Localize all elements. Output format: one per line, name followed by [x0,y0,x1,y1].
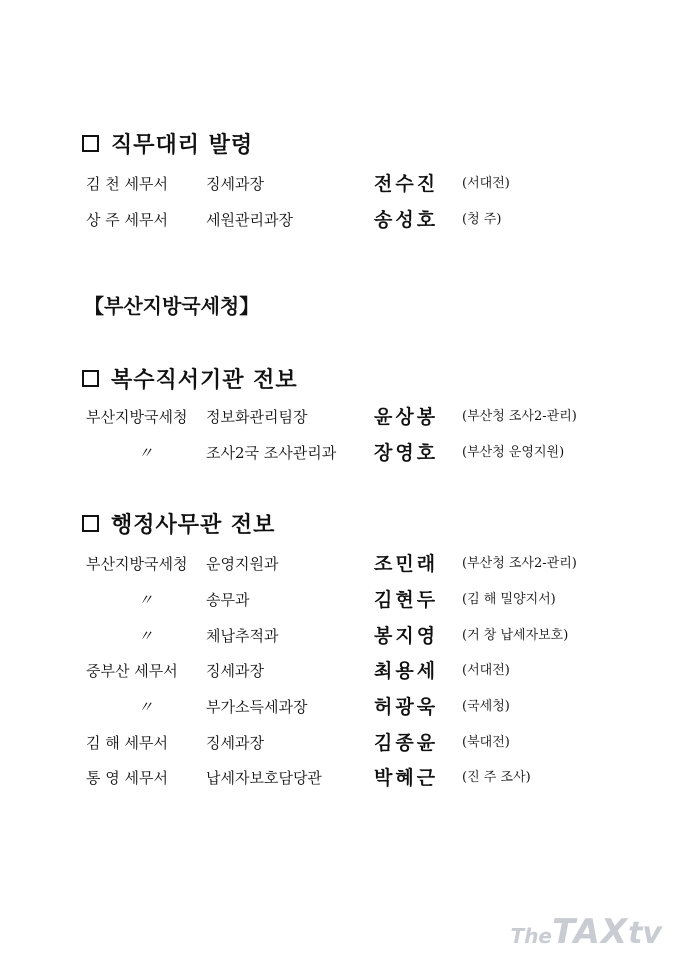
table-row [0,404,680,430]
table-row [0,551,680,577]
previous-post-cell: (북대전) [462,735,510,750]
ditto-mark: 〃 [138,444,154,462]
name-cell: 조민래 [374,553,439,575]
previous-post-cell: (부산청 운영지원) [462,445,565,460]
name-cell: 송성호 [374,209,439,231]
section-title: 행정사무관 전보 [111,512,276,538]
dept-cell: 징세과장 [206,662,264,680]
section-title: 복수직서기관 전보 [111,367,298,393]
table-row [0,623,680,649]
dept-cell: 납세자보호담당관 [206,769,322,787]
office-cell: 부산지방국세청 [86,555,188,573]
table-row [0,207,680,233]
section-title: 직무대리 발령 [111,132,254,158]
name-cell: 김현두 [374,589,439,611]
section-heading-acting-appointment [82,128,253,159]
thetaxtv-watermark-logo [511,912,662,952]
name-cell: 장영호 [374,442,439,464]
name-cell: 전수진 [374,173,439,195]
dept-cell: 부가소득세과장 [206,698,308,716]
watermark-tax: TAX [552,912,629,952]
table-row [0,694,680,720]
previous-post-cell: (국세청) [462,699,510,714]
table-row [0,587,680,613]
section-heading-admin-transfer [82,508,275,539]
dept-cell: 운영지원과 [206,555,279,573]
office-cell: 부산지방국세청 [86,408,188,426]
previous-post-cell: (서대전) [462,663,510,678]
section-heading-senior-transfer [82,363,298,394]
ditto-mark: 〃 [138,627,154,645]
dept-cell: 징세과장 [206,734,264,752]
watermark-tv: tv [628,916,662,951]
previous-post-cell: (부산청 조사2-관리) [462,556,577,571]
table-row [0,658,680,684]
previous-post-cell: (거 창 납세자보호) [462,628,569,643]
dept-cell: 조사2국 조사관리과 [206,444,337,462]
office-cell: 중부산 세무서 [86,662,178,680]
previous-post-cell: (서대전) [462,176,510,191]
previous-post-cell: (청 주) [462,212,502,227]
table-row [0,730,680,756]
dept-cell: 송무과 [206,591,250,609]
dept-cell: 세원관리과장 [206,211,293,229]
previous-post-cell: (진 주 조사) [462,770,531,785]
ditto-mark: 〃 [138,698,154,716]
table-row [0,440,680,466]
office-cell: 통 영 세무서 [86,769,168,787]
checkbox-square-icon [82,515,99,532]
checkbox-square-icon [82,370,99,387]
name-cell: 봉지영 [374,625,439,647]
name-cell: 윤상봉 [374,406,439,428]
table-row [0,765,680,791]
previous-post-cell: (김 해 밀양지서) [462,592,556,607]
name-cell: 김종윤 [374,732,439,754]
name-cell: 박혜근 [374,767,439,789]
previous-post-cell: (부산청 조사2-관리) [462,409,577,424]
watermark-the: The [510,924,552,948]
dept-cell: 정보화관리팀장 [206,408,308,426]
office-cell: 김 천 세무서 [86,175,168,193]
office-cell: 김 해 세무서 [86,734,168,752]
office-cell: 상 주 세무서 [86,211,168,229]
dept-cell: 징세과장 [206,175,264,193]
name-cell: 허광욱 [374,696,439,718]
table-row [0,171,680,197]
dept-cell: 체납추적과 [206,627,279,645]
checkbox-square-icon [82,135,99,152]
region-title: 【부산지방국세청】 [84,294,260,318]
name-cell: 최용세 [374,660,439,682]
ditto-mark: 〃 [138,591,154,609]
